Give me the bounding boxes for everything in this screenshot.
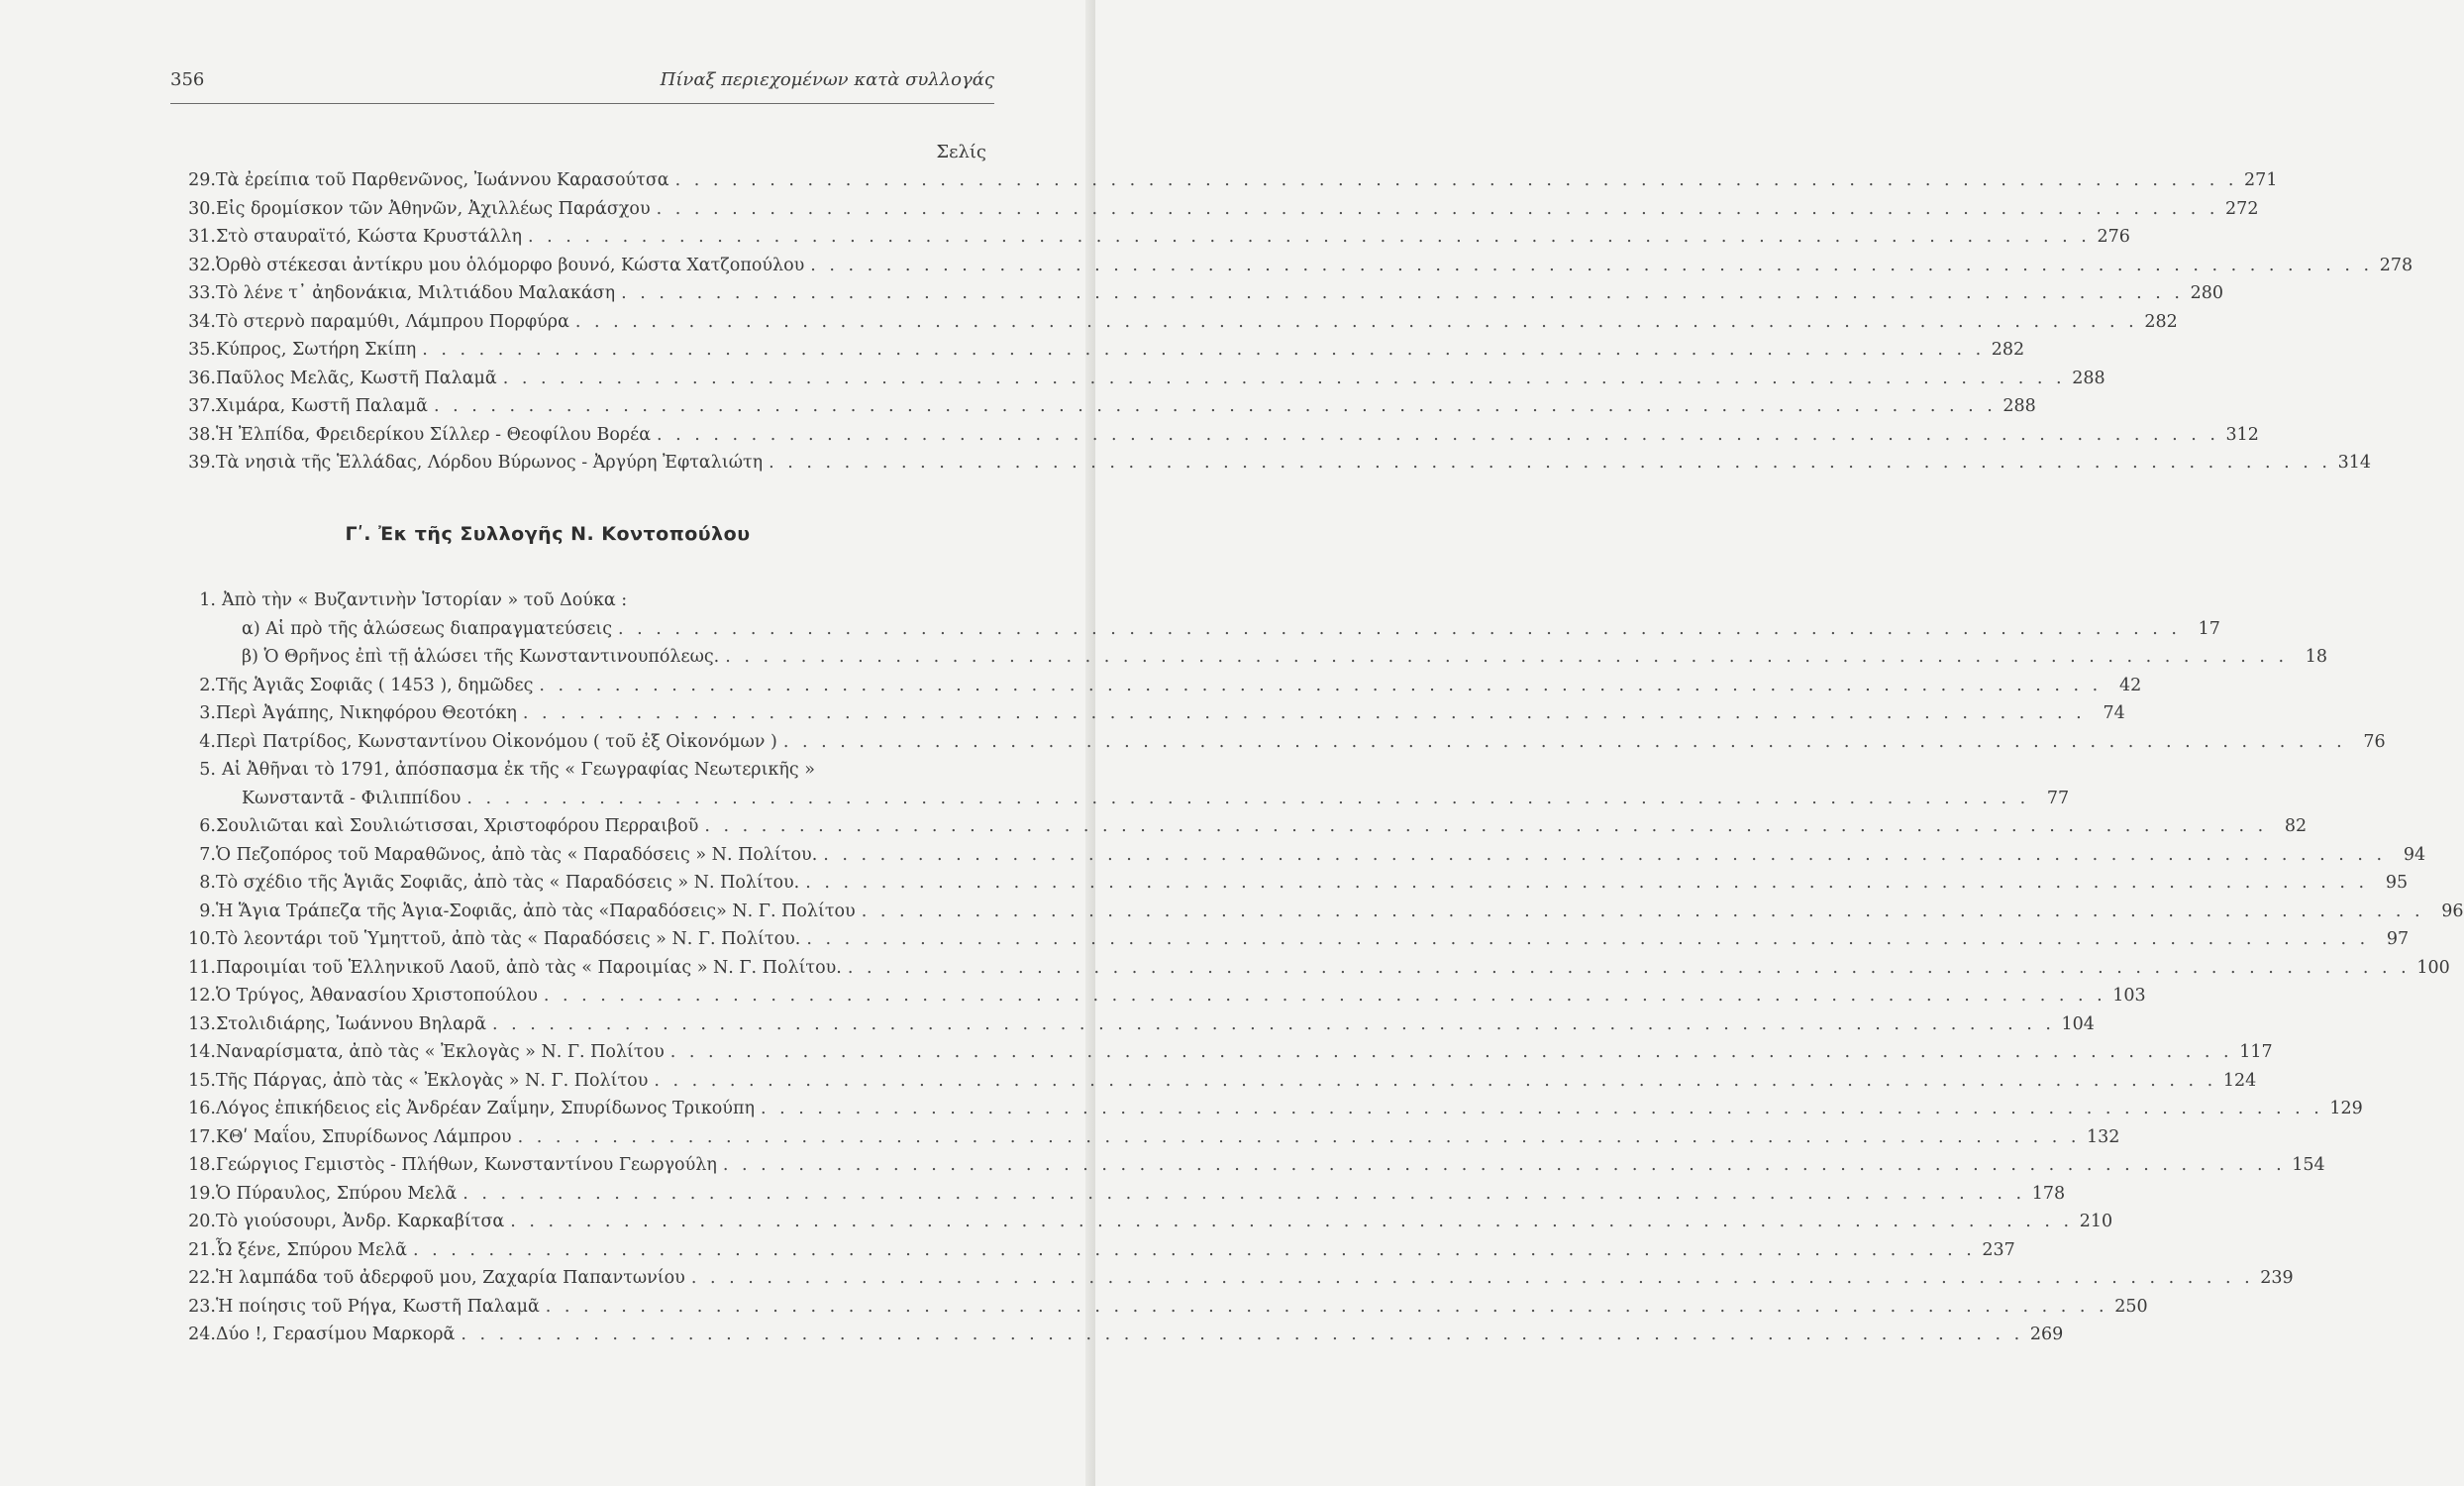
dot-leader (503, 367, 2066, 390)
entry-number: 38. (188, 424, 216, 445)
dot-leader (544, 984, 2106, 1008)
entry-number: 5. (199, 760, 216, 780)
toc-entry (168, 814, 2308, 838)
entry-title: Δύο !, Γερασίμου Μαρκορᾶ (216, 1325, 456, 1344)
dot-leader (528, 225, 2091, 249)
entry-number: 20. (188, 1212, 216, 1231)
entry-number: 23. (188, 1296, 216, 1317)
entry-number: 7. (199, 844, 216, 865)
dot-leader (704, 814, 2267, 838)
entry-title: Τὸ στερνὸ παραμύθι, Λάμπρου Πορφύρα (216, 311, 569, 332)
entry-title: ΚΘʹ Μαΐου, Σπυρίδωνος Λάμπρου (216, 1126, 512, 1147)
entry-number: 3. (199, 703, 216, 723)
entry-page: 124 (2222, 1070, 2257, 1091)
entry-page: 76 (2363, 731, 2386, 752)
dot-leader (422, 338, 1985, 362)
toc-entry (168, 674, 2142, 697)
entry-title: Κύπρος, Σωτήρη Σκίπη (216, 340, 417, 360)
entry-number: 33. (188, 283, 216, 303)
entry-number: 35. (188, 340, 216, 360)
entry-title: Τὰ ἐρείπια τοῦ Παρθενῶνος, Ἰωάννου Καρασούτσα (216, 170, 669, 190)
entry-title: Ὦ ξένε, Σπύρου Μελᾶ (216, 1239, 407, 1260)
entry-number: 13. (188, 1013, 216, 1034)
dot-leader (575, 310, 2138, 334)
dot-leader (518, 1125, 2081, 1149)
dot-leader (539, 674, 2102, 697)
entry-page: 104 (2061, 1013, 2095, 1034)
entry-number: 11. (188, 957, 216, 978)
toc-entry (168, 1323, 2064, 1346)
dot-leader (691, 1266, 2254, 1290)
entry-number: 37. (188, 396, 216, 416)
entry-title: Τὰ νησιὰ τῆς Ἑλλάδας, Λόρδου Βύρωνος - Ἀργύρη Ἐφταλιώτη (216, 453, 764, 473)
toc-entry (168, 310, 2178, 334)
dot-leader (848, 956, 2411, 980)
dot-leader (670, 1040, 2233, 1064)
entry-title: Εἰς δρομίσκον τῶν Ἀθηνῶν, Ἀχιλλέως Παράσχου (216, 198, 651, 219)
entry-title: Τῆς Πάργας, ἀπὸ τὰς « Ἐκλογὰς » Ν. Γ. Πολίτου (216, 1070, 649, 1091)
entry-page: 82 (2284, 816, 2308, 836)
entry-page: 250 (2114, 1296, 2148, 1317)
dot-leader (805, 871, 2368, 895)
entry-title: Ἀπὸ τὴν « Βυζαντινὴν Ἱστορίαν » τοῦ Δούκα : (222, 590, 628, 610)
toc-entry (168, 367, 2105, 390)
entry-title: Τῆς Ἁγιᾶς Σοφιᾶς ( 1453 ), δημῶδες (216, 675, 534, 695)
toc-entry (168, 1097, 2363, 1120)
toc-entry (168, 254, 2413, 277)
toc-entry (168, 338, 2025, 362)
entry-number: 30. (188, 198, 216, 219)
entry-page: 288 (2072, 368, 2105, 388)
dot-leader (466, 787, 2029, 810)
entry-number: 39. (188, 453, 216, 473)
entry-title: Παῦλος Μελᾶς, Κωστῆ Παλαμᾶ (216, 368, 497, 388)
entry-title: Κωνσταντᾶ - Φιλιππίδου (242, 788, 462, 808)
entry-page: 100 (2416, 957, 2450, 978)
entry-page: 129 (2329, 1099, 2363, 1118)
toc-entry (168, 451, 2371, 475)
toc-entry (168, 394, 2036, 418)
toc-entry (242, 787, 2070, 810)
section-heading: Γʹ. Ἐκ τῆς Συλλογῆς Ν. Κοντοπούλου (345, 523, 751, 545)
dot-leader (806, 927, 2369, 951)
entry-number: 17. (188, 1126, 216, 1147)
page-header (170, 69, 994, 99)
entry-number: 24. (188, 1325, 216, 1344)
entry-title: Στολιδιάρης, Ἰωάννου Βηλαρᾶ (216, 1013, 487, 1034)
entry-title: Παροιμίαι τοῦ Ἑλληνικοῦ Λαοῦ, ἀπὸ τὰς « Παροιμίας » Ν. Γ. Πολίτου. (216, 957, 842, 978)
entry-number: 10. (188, 929, 216, 949)
toc-entry (242, 645, 2328, 669)
dot-leader (618, 617, 2181, 641)
entry-title: Ναναρίσματα, ἀπὸ τὰς « Ἐκλογὰς » Ν. Γ. Πολίτου (216, 1042, 665, 1062)
entry-number: 32. (188, 255, 216, 275)
entry-number: 1. (199, 590, 216, 610)
entry-page: 282 (2144, 311, 2178, 332)
entry-page: 280 (2190, 283, 2223, 303)
dot-leader (413, 1238, 1976, 1262)
toc-entry (168, 1125, 2120, 1149)
toc-entry (168, 588, 996, 612)
toc-entry (168, 423, 2259, 447)
entry-page: 95 (2385, 873, 2409, 893)
entry-title: Σουλιῶται καὶ Σουλιώτισσαι, Χριστοφόρου Περραιβοῦ (216, 816, 699, 836)
toc-entry (168, 900, 2464, 923)
dot-leader (723, 1153, 2286, 1177)
entry-number: 12. (188, 986, 216, 1006)
dot-leader (434, 394, 1997, 418)
toc-entry (168, 1210, 2113, 1233)
dot-leader (546, 1295, 2108, 1319)
entry-title: Ὀρθὸ στέκεσαι ἀντίκρυ μου ὁλόμορφο βουνό, Κώστα Χατζοπούλου (216, 255, 805, 275)
entry-title: Στὸ σταυραϊτό, Κώστα Κρυστάλλη (216, 227, 523, 247)
entry-page: 77 (2046, 788, 2070, 808)
toc-entry (168, 984, 2146, 1008)
entry-page: 178 (2031, 1183, 2066, 1204)
dot-leader (510, 1210, 2073, 1233)
entry-title: Τὸ σχέδιο τῆς Ἁγιᾶς Σοφιᾶς, ἀπὸ τὰς « Παραδόσεις » Ν. Πολίτου. (216, 873, 800, 893)
entry-title: Περὶ Ἀγάπης, Νικηφόρου Θεοτόκη (216, 703, 517, 723)
entry-title: Γεώργιος Γεμιστὸς - Πλήθων, Κωνσταντίνου Γεωργούλη (216, 1155, 717, 1175)
entry-title: Λόγος ἐπικήδειος εἰς Ἀνδρέαν Ζαΐμην, Σπυρίδωνος Τρικούπη (216, 1099, 755, 1118)
entry-number: 19. (188, 1183, 216, 1204)
dot-leader (461, 1323, 2023, 1346)
entry-title: Ὁ Πύραυλος, Σπύρου Μελᾶ (216, 1183, 458, 1204)
toc-entry (168, 225, 2130, 249)
entry-page: 210 (2079, 1212, 2113, 1231)
header-rule (170, 103, 994, 104)
entry-number: 6. (199, 816, 216, 836)
entry-title: Τὸ λεοντάρι τοῦ Ὑμηττοῦ, ἀπὸ τὰς « Παραδόσεις » Ν. Γ. Πολίτου. (216, 929, 801, 949)
entry-title: Ἡ Ἐλπίδα, Φρειδερίκου Σίλλερ - Θεοφίλου Βορέα (216, 424, 652, 445)
entry-page: 282 (1991, 340, 2025, 360)
dot-leader (657, 423, 2219, 447)
toc-entry (168, 1040, 2273, 1064)
dot-leader (823, 843, 2386, 867)
dot-leader (761, 1097, 2323, 1120)
toc-entry (168, 730, 2386, 754)
running-title: Πίναξ περιεχομένων κατὰ συλλογάς (660, 69, 994, 90)
entry-title: Περὶ Πατρίδος, Κωνσταντίνου Οἰκονόμου ( τοῦ ἐξ Οἰκονόμων ) (216, 731, 777, 752)
entry-page: 132 (2087, 1126, 2120, 1147)
entry-title: Ἡ Ἅγια Τράπεζα τῆς Ἁγια-Σοφιᾶς, ἀπὸ τὰς «Παραδόσεις» Ν. Γ. Πολίτου (216, 901, 856, 921)
entry-number: 4. (199, 731, 216, 752)
entry-page: 237 (1982, 1239, 2015, 1260)
entry-number: 2. (199, 675, 216, 695)
entry-number: 14. (188, 1042, 216, 1062)
entry-page: 269 (2029, 1325, 2064, 1344)
dot-leader (862, 900, 2424, 923)
entry-number: 9. (199, 901, 216, 921)
entry-title: Ἡ λαμπάδα τοῦ ἀδερφοῦ μου, Ζαχαρία Παπαντωνίου (216, 1268, 685, 1288)
dot-leader (654, 1069, 2216, 1093)
dot-leader (783, 730, 2346, 754)
entry-number: 8. (199, 873, 216, 893)
entry-number: 22. (188, 1268, 216, 1288)
entry-page: 276 (2097, 227, 2130, 247)
toc-entry (168, 758, 996, 782)
toc-entry (168, 927, 2410, 951)
dot-leader (462, 1182, 2025, 1206)
entry-page: 154 (2292, 1155, 2325, 1175)
entry-number: 34. (188, 311, 216, 332)
page-number: 356 (170, 69, 205, 90)
toc-entry (168, 197, 2259, 221)
toc-entry (168, 1012, 2095, 1036)
entry-page: 94 (2403, 844, 2426, 865)
toc-entry (168, 956, 2450, 980)
toc-entry (168, 1295, 2148, 1319)
entry-number: 31. (188, 227, 216, 247)
dot-leader (725, 645, 2288, 669)
toc-entry (168, 1238, 2015, 1262)
entry-page: 74 (2103, 703, 2125, 723)
toc-entry (168, 1153, 2325, 1177)
entry-number: 16. (188, 1099, 216, 1118)
toc-entry (168, 281, 2223, 305)
entry-page: 97 (2386, 929, 2410, 949)
entry-page: 239 (2260, 1268, 2294, 1288)
entry-page: 103 (2112, 986, 2146, 1006)
entry-page: 42 (2118, 675, 2142, 695)
dot-leader (657, 197, 2219, 221)
entry-number: 21. (188, 1239, 216, 1260)
dot-leader (523, 701, 2086, 725)
toc-entry (168, 168, 2278, 192)
dot-leader (769, 451, 2331, 475)
page-column-label: Σελίς (936, 142, 986, 162)
entry-page: 278 (2379, 255, 2413, 275)
dot-leader (810, 254, 2373, 277)
entry-number: 18. (188, 1155, 216, 1175)
entry-number: 15. (188, 1070, 216, 1091)
entry-page: 271 (2244, 170, 2278, 190)
entry-title: Χιμάρα, Κωστῆ Παλαμᾶ (216, 396, 428, 416)
dot-leader (675, 168, 2238, 192)
entry-page: 272 (2225, 198, 2259, 219)
entry-title: Ἡ ποίησις τοῦ Ρήγα, Κωστῆ Παλαμᾶ (216, 1296, 540, 1317)
toc-entry (242, 617, 2220, 641)
entry-title: α) Αἱ πρὸ τῆς ἁλώσεως διαπραγματεύσεις (242, 618, 613, 639)
entry-title: Αἱ Ἀθῆναι τὸ 1791, ἀπόσπασμα ἐκ τῆς « Γεωγραφίας Νεωτερικῆς » (222, 760, 815, 780)
dot-leader (621, 281, 2184, 305)
entry-page: 312 (2225, 424, 2259, 445)
entry-title: Τὸ γιούσουρι, Ἀνδρ. Καρκαβίτσα (216, 1212, 505, 1231)
entry-page: 288 (2002, 396, 2036, 416)
entry-page: 18 (2305, 647, 2328, 667)
toc-entry (168, 1069, 2257, 1093)
entry-title: Ὁ Πεζοπόρος τοῦ Μαραθῶνος, ἀπὸ τὰς « Παραδόσεις » Ν. Πολίτου. (216, 844, 818, 865)
entry-title: β) Ὁ Θρῆνος ἐπὶ τῇ ἁλώσει τῆς Κωνσταντινουπόλεως. (242, 647, 720, 667)
toc-entry (168, 1266, 2294, 1290)
entry-title: Ὁ Τρύγος, Ἀθανασίου Χριστοπούλου (216, 986, 538, 1006)
toc-entry (168, 1182, 2066, 1206)
dot-leader (492, 1012, 2055, 1036)
toc-entry (168, 871, 2409, 895)
entry-title: Τὸ λένε τ᾿ ἀηδονάκια, Μιλτιάδου Μαλακάση (216, 283, 616, 303)
entry-number: 36. (188, 368, 216, 388)
toc-entry (168, 843, 2426, 867)
toc-entry (168, 701, 2125, 725)
entry-page: 314 (2337, 453, 2371, 473)
entry-number: 29. (188, 170, 216, 190)
entry-page: 117 (2239, 1042, 2273, 1062)
entry-page: 96 (2441, 901, 2464, 921)
entry-page: 17 (2198, 618, 2220, 639)
